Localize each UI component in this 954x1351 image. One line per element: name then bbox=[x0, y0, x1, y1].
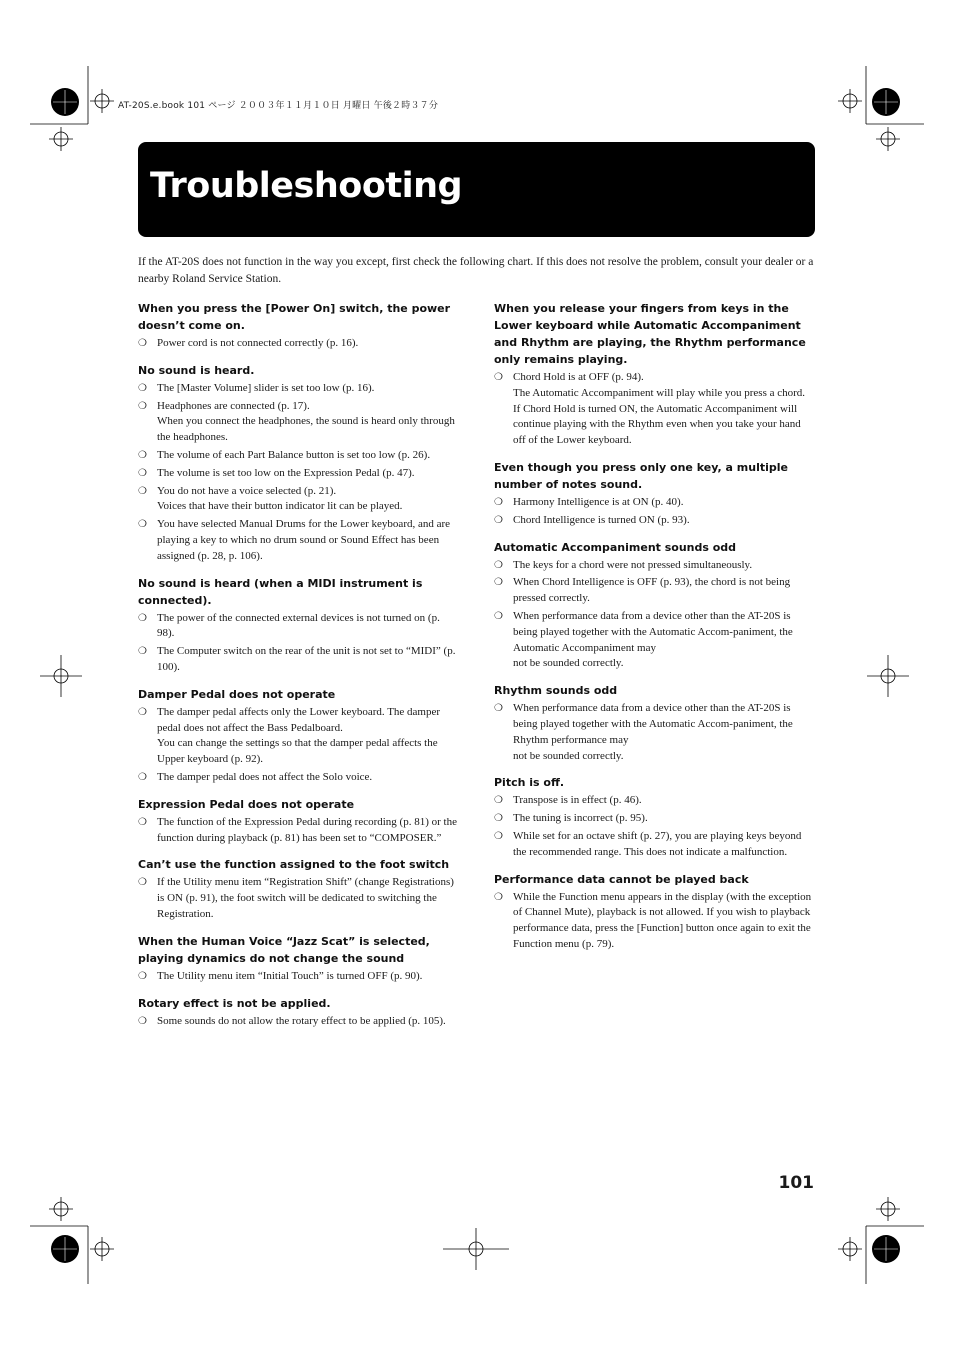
list-item-text: While set for an octave shift (p. 27), you are playing keys beyond the recommended range. This does not indicate a malfunction. bbox=[513, 829, 802, 858]
left-column bbox=[138, 300, 458, 1039]
section-heading: Automatic Accompaniment sounds odd bbox=[494, 540, 737, 554]
circle-bullet-icon: ❍ bbox=[494, 891, 503, 903]
list-item bbox=[494, 890, 814, 953]
circle-bullet-icon: ❍ bbox=[494, 795, 503, 807]
list-item-text: Some sounds do not allow the rotary effect to be applied (p. 105). bbox=[157, 1014, 446, 1027]
list-item bbox=[138, 517, 458, 564]
list-item-text: The tuning is incorrect (p. 95). bbox=[513, 812, 648, 825]
cause-list bbox=[138, 969, 458, 985]
right-column bbox=[494, 300, 814, 963]
list-item bbox=[138, 399, 458, 446]
circle-bullet-icon: ❍ bbox=[138, 706, 147, 718]
list-item bbox=[138, 336, 458, 352]
list-item-text: The damper pedal does not affect the Solo voice. bbox=[157, 770, 373, 783]
list-item bbox=[494, 811, 814, 827]
circle-bullet-icon: ❍ bbox=[138, 485, 147, 497]
section-heading: No sound is heard. bbox=[138, 363, 255, 377]
list-item-text: When performance data from a device other than the AT-20S is being played together with the Automatic Accom-paniment, the Rhythm performance may not be sounded correctly. bbox=[513, 702, 793, 762]
section-heading: No sound is heard (when a MIDI instrument is connected). bbox=[138, 576, 423, 607]
circle-bullet-icon: ❍ bbox=[494, 577, 503, 589]
section-heading: Rhythm sounds odd bbox=[494, 684, 618, 698]
troubleshoot-section bbox=[138, 300, 458, 352]
page-title: Troubleshooting bbox=[150, 166, 463, 206]
troubleshoot-section bbox=[138, 686, 458, 786]
list-item bbox=[138, 484, 458, 516]
list-item-text: You have selected Manual Drums for the Lower keyboard, and are playing a key to which no drum sound or Sound Effect has been assigned (p. 28, p. 106). bbox=[157, 518, 451, 562]
list-item bbox=[494, 701, 814, 764]
troubleshoot-section bbox=[138, 933, 458, 985]
troubleshoot-section bbox=[494, 539, 814, 673]
page-number: 101 bbox=[778, 1173, 814, 1193]
list-item-text: You do not have a voice selected (p. 21). Voices that have their button indicator lit can be played. bbox=[157, 484, 403, 513]
section-heading: Even though you press only one key, a multiple number of notes sound. bbox=[494, 460, 788, 491]
section-heading: When the Human Voice “Jazz Scat” is selected, playing dynamics do not change the sound bbox=[138, 934, 430, 965]
list-item bbox=[494, 575, 814, 607]
circle-bullet-icon: ❍ bbox=[138, 877, 147, 889]
list-item-text: Power cord is not connected correctly (p. 16). bbox=[157, 337, 359, 349]
list-item-text: When Chord Intelligence is OFF (p. 93), the chord is not being pressed correctly. bbox=[513, 576, 791, 605]
list-item bbox=[494, 495, 814, 511]
list-item-text: The keys for a chord were not pressed simultaneously. bbox=[513, 558, 753, 571]
list-item-text: Transpose is in effect (p. 46). bbox=[513, 794, 642, 807]
section-heading: Expression Pedal does not operate bbox=[138, 797, 355, 811]
cause-list bbox=[494, 890, 814, 953]
cause-list bbox=[138, 336, 458, 352]
list-item bbox=[138, 770, 458, 786]
troubleshoot-section bbox=[138, 796, 458, 847]
circle-bullet-icon: ❍ bbox=[494, 610, 503, 622]
list-item-text: If the Utility menu item “Registration Shift” (change Registrations) is ON (p. 91), the foot switch will be dedicated to switching the Registration. bbox=[157, 876, 454, 920]
cause-list bbox=[494, 370, 814, 449]
cause-list bbox=[138, 611, 458, 676]
cause-list bbox=[494, 793, 814, 860]
list-item-text: The function of the Expression Pedal during recording (p. 81) or the function during playback (p. 81) has been set to “COMPOSER.” bbox=[157, 815, 457, 844]
list-item-text: The Utility menu item “Initial Touch” is turned OFF (p. 90). bbox=[157, 969, 423, 982]
list-item-text: The [Master Volume] slider is set too low (p. 16). bbox=[157, 381, 375, 394]
list-item-text: Headphones are connected (p. 17). When you connect the headphones, the sound is heard only through the headphones. bbox=[157, 399, 455, 444]
list-item-text: The Computer switch on the rear of the unit is not set to “MIDI” (p. 100). bbox=[157, 645, 456, 673]
circle-bullet-icon: ❍ bbox=[138, 646, 147, 658]
cause-list bbox=[138, 815, 458, 847]
list-item-text: Chord Intelligence is turned ON (p. 93). bbox=[513, 513, 690, 526]
circle-bullet-icon: ❍ bbox=[138, 338, 147, 349]
section-heading: Can’t use the function assigned to the foot switch bbox=[138, 858, 450, 872]
list-item bbox=[138, 705, 458, 768]
list-item bbox=[494, 793, 814, 809]
troubleshoot-section bbox=[494, 682, 814, 764]
troubleshoot-section bbox=[494, 459, 814, 529]
list-item bbox=[138, 969, 458, 985]
list-item bbox=[138, 448, 458, 464]
circle-bullet-icon: ❍ bbox=[138, 382, 147, 394]
section-heading: Pitch is off. bbox=[494, 776, 565, 790]
circle-bullet-icon: ❍ bbox=[138, 519, 147, 531]
section-heading: When you press the [Power On] switch, the power doesn’t come on. bbox=[138, 302, 451, 332]
list-item-text: The volume is set too low on the Expression Pedal (p. 47). bbox=[157, 466, 415, 479]
list-item bbox=[494, 609, 814, 672]
circle-bullet-icon: ❍ bbox=[138, 612, 147, 624]
circle-bullet-icon: ❍ bbox=[138, 1015, 147, 1027]
list-item bbox=[138, 644, 458, 676]
circle-bullet-icon: ❍ bbox=[494, 813, 503, 825]
circle-bullet-icon: ❍ bbox=[494, 703, 503, 715]
cause-list bbox=[138, 381, 458, 565]
list-item bbox=[138, 1014, 458, 1030]
title-banner bbox=[138, 142, 815, 237]
cause-list bbox=[494, 701, 814, 764]
circle-bullet-icon: ❍ bbox=[494, 559, 503, 571]
troubleshoot-section bbox=[494, 300, 814, 449]
list-item bbox=[138, 815, 458, 847]
troubleshoot-section bbox=[138, 362, 458, 565]
list-item bbox=[494, 558, 814, 574]
cause-list bbox=[494, 495, 814, 529]
circle-bullet-icon: ❍ bbox=[138, 816, 147, 828]
troubleshoot-section bbox=[138, 575, 458, 676]
list-item-text: Harmony Intelligence is at ON (p. 40). bbox=[513, 495, 684, 508]
list-item bbox=[494, 829, 814, 861]
list-item-text: The damper pedal affects only the Lower keyboard. The damper pedal does not affect the Bass Pedalboard. You can change the settings so that the damper pedal affects the Upper keyboard (p. 92). bbox=[157, 705, 441, 766]
circle-bullet-icon: ❍ bbox=[138, 400, 147, 412]
section-heading: Damper Pedal does not operate bbox=[138, 687, 336, 701]
list-item-text: The volume of each Part Balance button is set too low (p. 26). bbox=[157, 448, 431, 461]
circle-bullet-icon: ❍ bbox=[138, 970, 147, 982]
list-item bbox=[138, 611, 458, 643]
section-heading: Performance data cannot be played back bbox=[494, 872, 749, 886]
troubleshoot-section bbox=[138, 856, 458, 922]
troubleshoot-section bbox=[138, 995, 458, 1030]
list-item-text: When performance data from a device other than the AT-20S is being played together with the Automatic Accom-paniment, the Automatic Accompaniment may not be sounded correctly. bbox=[513, 609, 793, 670]
circle-bullet-icon: ❍ bbox=[494, 372, 503, 383]
list-item-text: The power of the connected external devices is not turned on (p. 98). bbox=[157, 611, 440, 640]
list-item bbox=[138, 875, 458, 922]
list-item-text: While the Function menu appears in the display (with the exception of Channel Mute), playback is not allowed. If you wish to playback performance data, press the [Function] button once again to exit the Function menu (p. 79). bbox=[513, 890, 812, 950]
list-item bbox=[138, 381, 458, 397]
list-item-text: Chord Hold is at OFF (p. 94). The Automatic Accompaniment will play while you press a chord. If Chord Hold is turned ON, the Automatic Accompaniment will continue playing with the Rhythm even when you take your hand off of the Lower keyboard. bbox=[513, 371, 806, 447]
troubleshoot-section bbox=[494, 871, 814, 953]
circle-bullet-icon: ❍ bbox=[494, 514, 503, 526]
circle-bullet-icon: ❍ bbox=[494, 496, 503, 508]
cause-list bbox=[494, 558, 814, 673]
intro-paragraph: If the AT-20S does not function in the way you except, first check the following chart. If this does not resolve the problem, consult your dealer or a nearby Roland Service Station. bbox=[138, 256, 814, 285]
list-item bbox=[138, 466, 458, 482]
print-slug: AT-20S.e.book 101 ページ ２００３年１１月１０日 月曜日 午後２時３７分 bbox=[118, 101, 439, 111]
cause-list bbox=[138, 1014, 458, 1030]
circle-bullet-icon: ❍ bbox=[138, 449, 147, 461]
list-item bbox=[494, 370, 814, 449]
cause-list bbox=[138, 705, 458, 786]
circle-bullet-icon: ❍ bbox=[494, 830, 503, 842]
section-heading: Rotary effect is not be applied. bbox=[138, 996, 331, 1010]
section-heading: When you release your fingers from keys in the Lower keyboard while Automatic Accompaniment and Rhythm are playing, the Rhythm performance only remains playing. bbox=[494, 302, 806, 366]
troubleshoot-section bbox=[494, 774, 814, 860]
cause-list bbox=[138, 875, 458, 922]
list-item bbox=[494, 513, 814, 529]
circle-bullet-icon: ❍ bbox=[138, 771, 147, 783]
circle-bullet-icon: ❍ bbox=[138, 467, 147, 479]
